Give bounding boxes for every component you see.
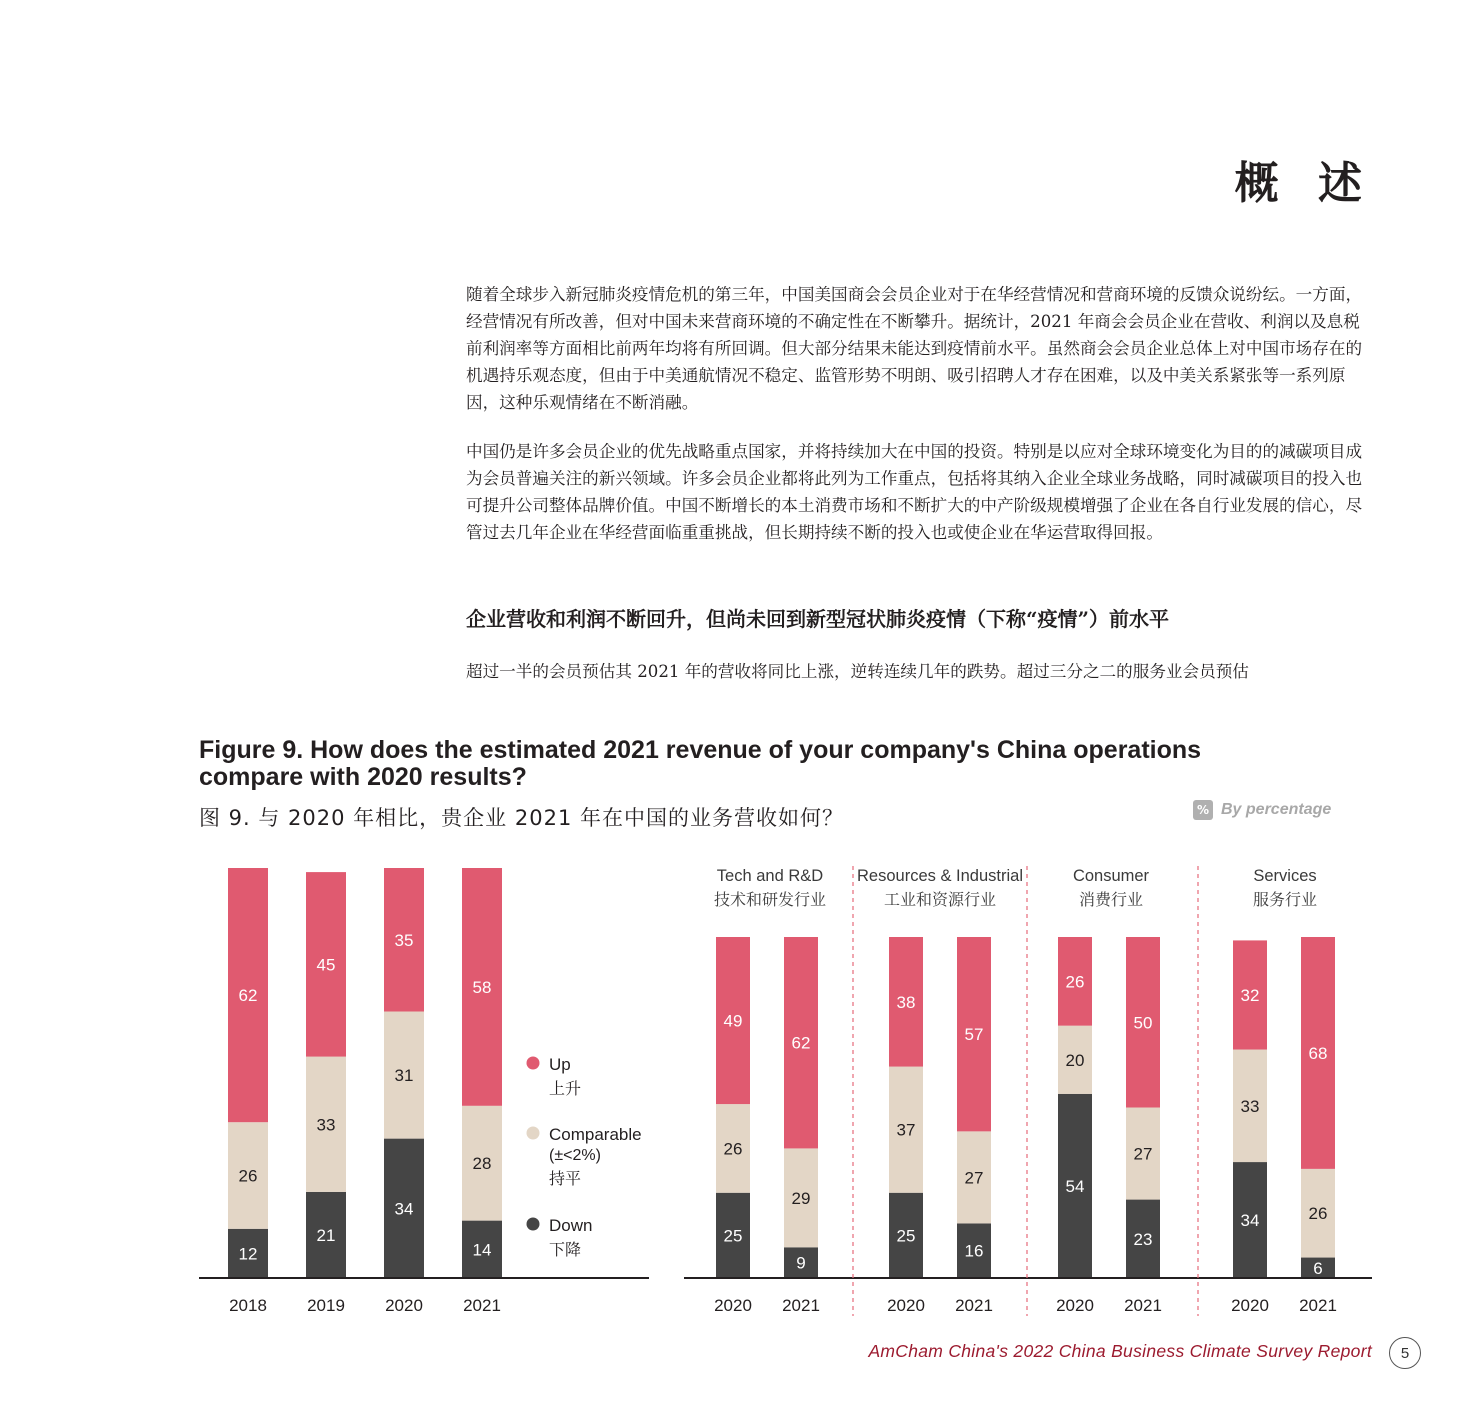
bar-2019-down-value-label: 21 — [316, 1225, 336, 1245]
group2-bar-2021-up-value-label: 50 — [1133, 1013, 1153, 1033]
bar-2021-up-value-label: 58 — [472, 977, 492, 997]
group-label-cn: 服务行业 — [1252, 890, 1318, 909]
legend-comparable-swatch — [527, 1127, 540, 1140]
unit-label: By percentage — [1221, 801, 1332, 818]
group0-bar-2021-down-value-label: 9 — [796, 1253, 806, 1273]
group-label-cn: 工业和资源行业 — [883, 890, 997, 909]
group3-bar-2020-up-value-label: 32 — [1240, 985, 1260, 1005]
group2-bar-2021-comparable-value-label: 27 — [1133, 1144, 1153, 1164]
group3-bar-2020-comparable-value-label: 33 — [1240, 1096, 1260, 1116]
group-label-cn: 技术和研发行业 — [713, 890, 827, 909]
group0-bar-2021-comparable-value-label: 29 — [791, 1188, 811, 1208]
group2-bar-2020-comparable-value-label: 20 — [1065, 1050, 1085, 1070]
bar-2020-up-value-label: 35 — [394, 930, 414, 950]
x-tick-label: 2020 — [714, 1296, 752, 1315]
group-label-en: Consumer — [1072, 867, 1150, 885]
group2-bar-2021-down-value-label: 23 — [1133, 1229, 1153, 1249]
footer-report-title: AmCham China's 2022 China Business Climate Survey Report — [868, 1341, 1372, 1361]
page-number: 5 — [1389, 1337, 1421, 1369]
group0-bar-2021-up-value-label: 62 — [791, 1033, 811, 1053]
x-tick-label: 2021 — [955, 1296, 993, 1315]
group3-bar-2020-down-value-label: 34 — [1240, 1211, 1260, 1231]
legend-down-swatch — [527, 1218, 540, 1231]
legend-down-label-cn: 下降 — [549, 1240, 582, 1259]
group1-bar-2020-up-value-label: 38 — [896, 992, 916, 1012]
group1-bar-2020-down-value-label: 25 — [896, 1226, 916, 1246]
x-tick-label: 2020 — [887, 1296, 925, 1315]
bar-2021-down-value-label: 14 — [472, 1240, 492, 1260]
x-tick-label: 2020 — [1231, 1296, 1269, 1315]
legend-comparable-label-en: Comparable — [549, 1125, 642, 1144]
body-paragraph-3: 超过一半的会员预估其 2021 年的营收将同比上涨，逆转连续几年的跌势。超过三分之二的服务业会员预估 — [466, 662, 1249, 681]
bar-2020-down-value-label: 34 — [394, 1199, 414, 1219]
legend-comparable-range: (±<2%) — [549, 1147, 601, 1164]
group3-bar-2021-up-value-label: 68 — [1308, 1043, 1328, 1063]
x-tick-label: 2018 — [229, 1296, 267, 1315]
legend-up-label-en: Up — [549, 1055, 571, 1074]
group-label-en: Tech and R&D — [716, 867, 824, 885]
x-tick-label: 2021 — [782, 1296, 820, 1315]
group-label-cn: 消费行业 — [1078, 890, 1144, 909]
group0-bar-2020-up-value-label: 49 — [723, 1011, 743, 1031]
group0-bar-2020-comparable-value-label: 26 — [723, 1139, 743, 1159]
bar-2018-up-value-label: 62 — [238, 986, 258, 1006]
legend-down-label-en: Down — [549, 1216, 593, 1235]
group1-bar-2021-up-value-label: 57 — [964, 1025, 984, 1045]
figure-title-en: Figure 9. How does the estimated 2021 revenue of your company's China operations compare with 2020 results? — [199, 736, 1202, 791]
group-label-en: Resources & Industrial — [857, 867, 1023, 885]
x-tick-label: 2019 — [307, 1296, 345, 1315]
legend-up-label-cn: 上升 — [549, 1079, 582, 1098]
group2-bar-2020-up-value-label: 26 — [1065, 972, 1085, 992]
bar-2018-down-value-label: 12 — [238, 1244, 258, 1264]
group2-bar-2020-down-value-label: 54 — [1065, 1176, 1085, 1196]
body-paragraph-2: 中国仍是许多会员企业的优先战略重点国家，并将持续加大在中国的投资。特别是以应对全球环境变化为目的的减碳项目成为会员普遍关注的新兴领域。许多会员企业都将此列为工作重点，包括将其纳入企业全球业务战略，同时减碳项目的投入也可提升公司整体品牌价值。中国不断增长的本土消费市场和不断扩大的中产阶级规模增强了企业在各自行业发展的信心，尽管过去几年企业在华经营面临重重挑战，但长期持续不断的投入也或使企业在华运营取得回报。 — [466, 442, 1363, 542]
bar-2021-comparable-value-label: 28 — [472, 1154, 492, 1174]
bar-2019-comparable-value-label: 33 — [316, 1115, 336, 1135]
group3-bar-2021-comparable-value-label: 26 — [1308, 1204, 1328, 1224]
section-heading: 企业营收和利润不断回升，但尚未回到新型冠状肺炎疫情（下称“疫情”）前水平 — [466, 607, 1170, 631]
x-tick-label: 2021 — [1124, 1296, 1162, 1315]
page-title: 概 述 — [1234, 158, 1374, 210]
legend-up-swatch — [527, 1057, 540, 1070]
legend-comparable-label-cn: 持平 — [549, 1169, 582, 1188]
group1-bar-2021-down-value-label: 16 — [964, 1241, 984, 1261]
x-tick-label: 2021 — [1299, 1296, 1337, 1315]
group3-bar-2021-down-value-label: 6 — [1313, 1258, 1323, 1278]
bar-2020-comparable-value-label: 31 — [394, 1066, 414, 1086]
group1-bar-2021-comparable-value-label: 27 — [964, 1168, 984, 1188]
group1-bar-2020-comparable-value-label: 37 — [896, 1120, 916, 1140]
x-tick-label: 2021 — [463, 1296, 501, 1315]
figure-title-cn: 图 9. 与 2020 年相比，贵企业 2021 年在中国的业务营收如何？ — [199, 806, 844, 830]
x-tick-label: 2020 — [385, 1296, 423, 1315]
bar-2018-comparable-value-label: 26 — [238, 1166, 258, 1186]
body-paragraph-1: 随着全球步入新冠肺炎疫情危机的第三年，中国美国商会会员企业对于在华经营情况和营商环境的反馈众说纷纭。一方面，经营情况有所改善，但对中国未来营商环境的不确定性在不断攀升。据统计，2021 年商会会员企业在营收、利润以及息税前利润率等方面相比前两年均将有所回调。但大部分结果未能达到疫情前水平。虽然商会会员企业总体上对中国市场存在的机遇持乐观态度，但由于中美通航情况不稳定、监管形势不明朗、吸引招聘人才存在困难，以及中美关系紧张等一系列原因，这种乐观情绪在不断消融。 — [466, 285, 1363, 412]
group0-bar-2020-down-value-label: 25 — [723, 1226, 743, 1246]
percent-icon: % — [1193, 800, 1213, 820]
group-label-en: Services — [1253, 867, 1317, 885]
bar-2019-up-value-label: 45 — [316, 955, 336, 975]
x-tick-label: 2020 — [1056, 1296, 1094, 1315]
